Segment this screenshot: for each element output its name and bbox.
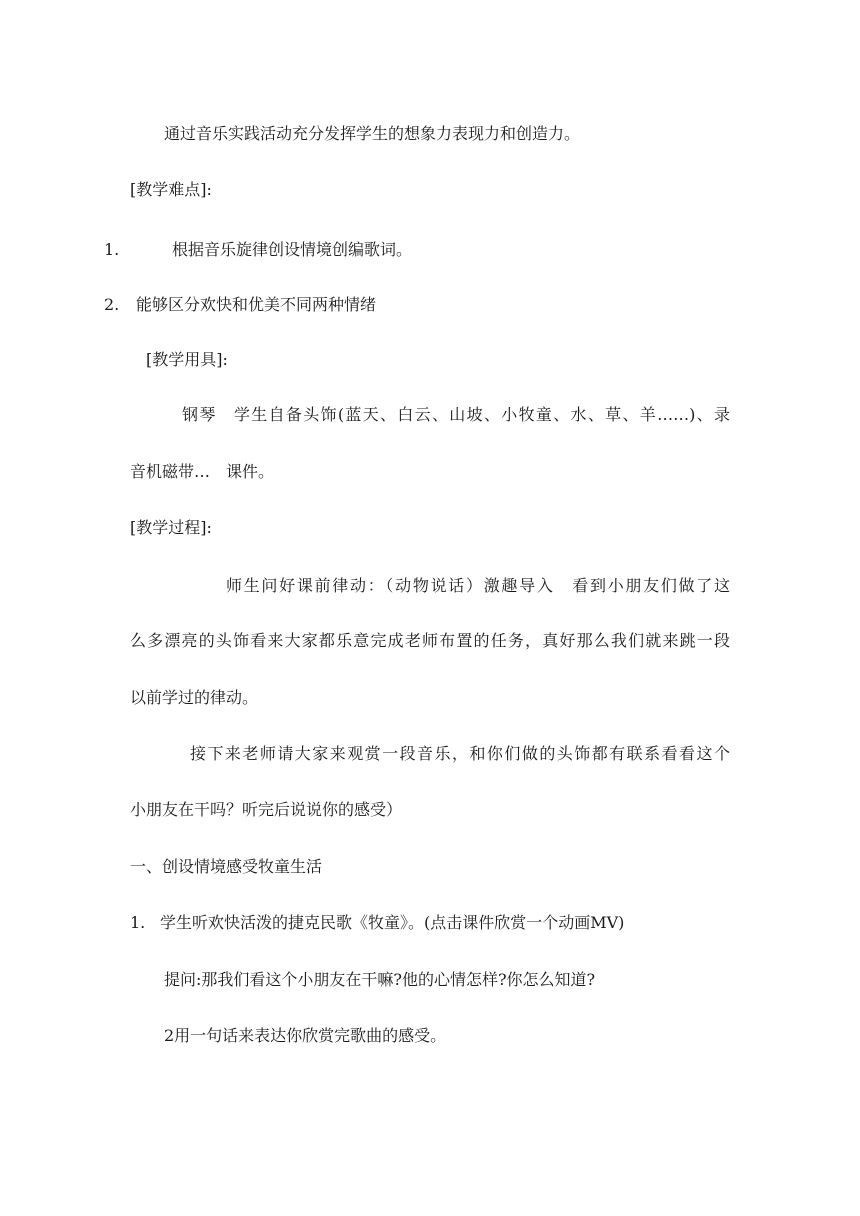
activity-item-1: 学生听欢快活泼的捷克民歌《牧童》。(点击课件欣赏一个动画MV) xyxy=(160,913,625,932)
heading-teaching-difficulties: [教学难点]: xyxy=(130,180,212,199)
activity-item-2: 2用一句话来表达你欣赏完歌曲的感受。 xyxy=(164,1026,447,1045)
list-number-1: 1. xyxy=(104,240,120,259)
section-heading-1: 一、创设情境感受牧童生活 xyxy=(130,857,323,876)
difficulty-item-1: 根据音乐旋律创设情境创编歌词。 xyxy=(172,240,413,259)
list-number-3: 1. xyxy=(130,913,146,932)
paragraph-objective: 通过音乐实践活动充分发挥学生的想象力表现力和创造力。 xyxy=(164,124,581,143)
difficulty-item-2: 能够区分欢快和优美不同两种情绪 xyxy=(136,295,377,314)
tools-line-2: 音机磁带… 课件。 xyxy=(130,462,275,481)
process-paragraph-2-line-1: 接下来老师请大家来观赏一段音乐，和你们做的头饰都有联系看看这个 xyxy=(190,744,730,763)
heading-teaching-process: [教学过程]: xyxy=(130,518,212,537)
process-paragraph-1-line-1: 师生问好课前律动：（动物说话）激趣导入 看到小朋友们做了这 xyxy=(226,576,730,595)
question-line: 提问:那我们看这个小朋友在干嘛?他的心情怎样?你怎么知道? xyxy=(164,970,596,989)
process-paragraph-1-line-2: 么多漂亮的头饰看来大家都乐意完成老师布置的任务，真好那么我们就来跳一段 xyxy=(130,631,730,650)
tools-line-1: 钢琴 学生自备头饰(蓝天、白云、山坡、小牧童、水、草、羊……)、录 xyxy=(182,405,730,424)
heading-teaching-tools: [教学用具]: xyxy=(146,350,228,369)
process-paragraph-1-line-3: 以前学过的律动。 xyxy=(130,688,259,707)
process-paragraph-2-line-2: 小朋友在干吗？听完后说说你的感受） xyxy=(130,800,403,819)
list-number-2: 2. xyxy=(104,295,120,314)
